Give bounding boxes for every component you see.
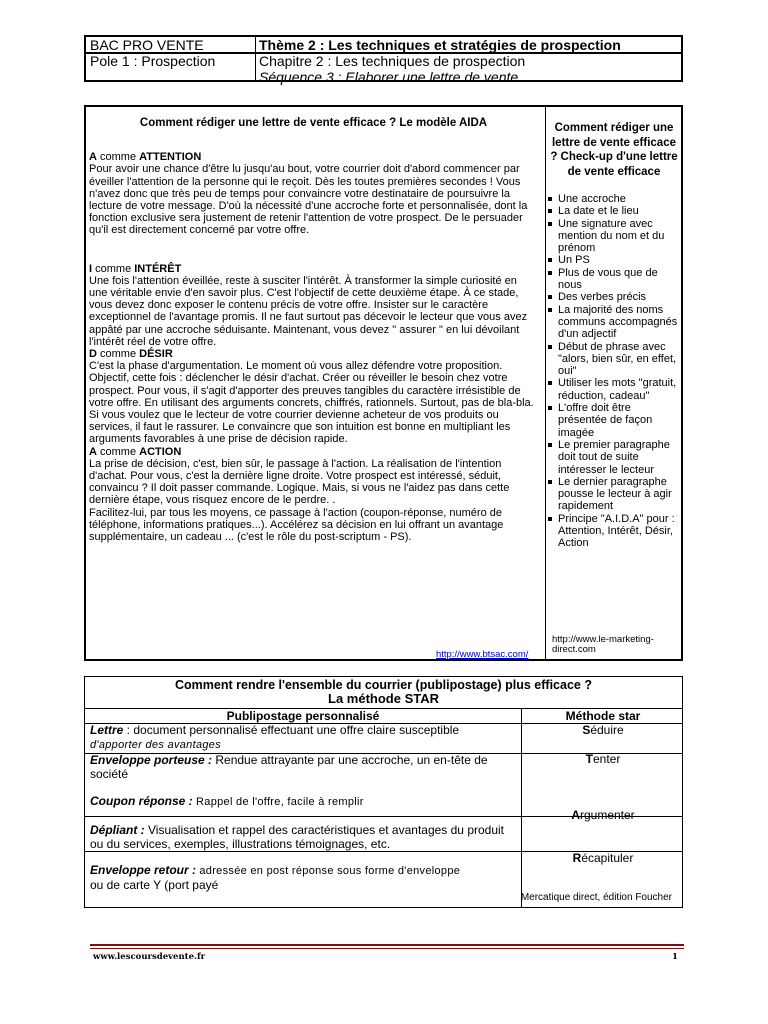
header-theme: Thème 2 : Les techniques et stratégies de prospection (259, 37, 621, 53)
aida-main (89, 117, 538, 543)
table-row: Enveloppe retour : adressée en post réponse sous forme d'enveloppe ou de carte Y (port payé (90, 863, 461, 892)
aida-text-attention: Pour avoir une chance d'être lu jusqu'au bout, votre courrier doit d'abord commencer par éveiller l'attention de la personne qui le reçoit. Dès les toutes premières secondes ! Vous n'avez donc que très peu de temps pour convaincre votre destinataire de poursuivre la lecture de votre message. D'où la nécessité d'une accroche forte et personnalisée, dont la fonction exclusive sera justement de retenir l'attention de votre prospect. De le persuader qu'il est directement concerné par votre offre. (89, 163, 528, 237)
list-item: Une signature avec mention du nom et du prénom (548, 218, 680, 255)
header-chapitre: Chapitre 2 : Les techniques de prospection (259, 53, 526, 69)
star-method-recapituler: Récapituler (572, 851, 634, 865)
page-number: 1 (672, 952, 678, 962)
footer-site[interactable]: www.lescoursdevente.fr (93, 952, 206, 962)
footer-rule (90, 944, 684, 946)
star-method-seduire: Séduire (582, 723, 624, 737)
aida-text-desir: C'est la phase d'argumentation. Le moment où vous allez défendre votre proposition. Objectif, cette fois : déclencher le désir d'achat. Créer ou réveiller le besoin chez votre prospect. Pour vous, il s'agit d'apporter des preuves tangibles du caractère irrésistible de votre offre. En utilisant des arguments concrets, chiffrés, rationnels. Surtout, pas de bla-bla. Si vous voulez que le lecteur de votre courrier devienne acheteur de vos produits ou services, il faut le rassurer. Le convaincre que son intuition est bonne en multipliant les arguments favorables à une prise de décision rapide. (89, 360, 534, 446)
list-item: Une accroche (548, 193, 680, 205)
list-item: La date et le lieu (548, 205, 680, 217)
header-sequence: Séquence 3 : Elaborer une lettre de vente (259, 69, 519, 85)
star-method-argumenter: Argumenter (571, 808, 635, 822)
list-item: Un PS (548, 254, 680, 266)
aida-heading-desir: D comme DÉSIR (89, 348, 173, 361)
aida-box (84, 105, 683, 661)
list-item: Principe "A.I.D.A" pour : Attention, Intérêt, Désir, Action (548, 513, 680, 550)
star-table (84, 676, 683, 908)
checkup-list (548, 193, 680, 550)
list-item: Le premier paragraphe doit tout de suite intéresser le lecteur (548, 439, 680, 476)
list-item: L'offre doit être présentée de façon imagée (548, 402, 680, 439)
star-col2-header: Méthode star (565, 709, 641, 723)
list-item: Utiliser les mots "gratuit, réduction, cadeau" (548, 377, 680, 402)
aida-title: Comment rédiger une lettre de vente efficace ? Le modèle AIDA (139, 117, 488, 129)
list-item: Le dernier paragraphe pousse le lecteur à agir rapidement (548, 476, 680, 513)
table-row: Dépliant : Visualisation et rappel des caractéristiques et avantages du produit ou du services, exemples, illustrations témoignages, etc. (90, 823, 505, 851)
list-item: Plus de vous que de nous (548, 267, 680, 292)
star-title-line2: La méthode STAR (328, 691, 439, 706)
checkup-title: Comment rédiger une lettre de vente efficace ? Check-up d'une lettre de vente efficace (550, 122, 678, 178)
marketing-direct-link[interactable]: http://www.le-marketing-direct.com (552, 634, 654, 655)
star-title (85, 678, 682, 706)
star-source: Mercatique direct, édition Foucher (520, 892, 672, 903)
table-row: Lettre : document personnalisé effectuant une offre claire susceptible d'apporter des avantages (90, 723, 460, 751)
aida-text-action-2: Facilitez-lui, par tous les moyens, ce passage à l'action (coupon-réponse, numéro de téléphone, informations pratiques...). Accélérez sa décision en lui offrant un avantage supplémentaire, un cadeau ... (c'est le rôle du post-scriptum - PS). (89, 506, 504, 544)
header-column-divider (255, 37, 256, 80)
aida-heading-action: A comme ACTION (89, 445, 182, 458)
aida-column-divider (545, 107, 546, 659)
footer-rule-thin (90, 948, 684, 949)
star-title-line1: Comment rendre l'ensemble du courrier (publipostage) plus efficace ? (175, 678, 592, 692)
list-item: Des verbes précis (548, 291, 680, 303)
table-row: Coupon réponse : Rappel de l'offre, facile à remplir (90, 794, 364, 808)
checkup-sidebar (548, 121, 680, 550)
aida-text-action: La prise de décision, c'est, bien sûr, le passage à l'action. La réalisation de l'intention d'achat. Pour vous, c'est la dernière ligne droite. Votre prospect est intéressé, séduit, convaincu ? Il doit passer commande. Logique. Mais, si vous ne l'aidez pas dans cette dernière étape, vous risquez encore de le perdre. . (89, 457, 510, 507)
header-table (84, 35, 683, 85)
table-row: Enveloppe porteuse : Rendue attrayante par une accroche, un en-tête de société (90, 753, 488, 781)
list-item: La majorité des noms communs accompagnés d'un adjectif (548, 304, 680, 341)
header-bac: BAC PRO VENTE (90, 37, 204, 53)
aida-text-interet: Une fois l'attention éveillée, reste à susciter l'intérêt. À transformer la simple curiosité en une véritable envie d'en savoir plus. C'est l'objectif de cette deuxième étape. À ce stade, vous devez donc exposer le contenu précis de votre offre. Insister sur le caractère exceptionnel de l'avantage promis. Il ne faut surtout pas décevoir le lecteur que vous avez appâté par une accroche séduisante. Maintenant, vous devez " assurer " en lui dévoilant l'intérêt réel de votre offre. (89, 274, 528, 348)
star-method-tenter: Tenter (585, 752, 621, 766)
aida-heading-interet: I comme INTÉRÊT (89, 262, 182, 275)
star-col1-header: Publipostage personnalisé (226, 709, 380, 723)
aida-heading-attention: A comme ATTENTION (89, 151, 202, 164)
list-item: Début de phrase avec "alors, bien sûr, en effet, oui" (548, 341, 680, 378)
btsac-link[interactable]: http://www.btsac.com/ (436, 649, 529, 660)
header-pole: Pole 1 : Prospection (90, 53, 216, 69)
